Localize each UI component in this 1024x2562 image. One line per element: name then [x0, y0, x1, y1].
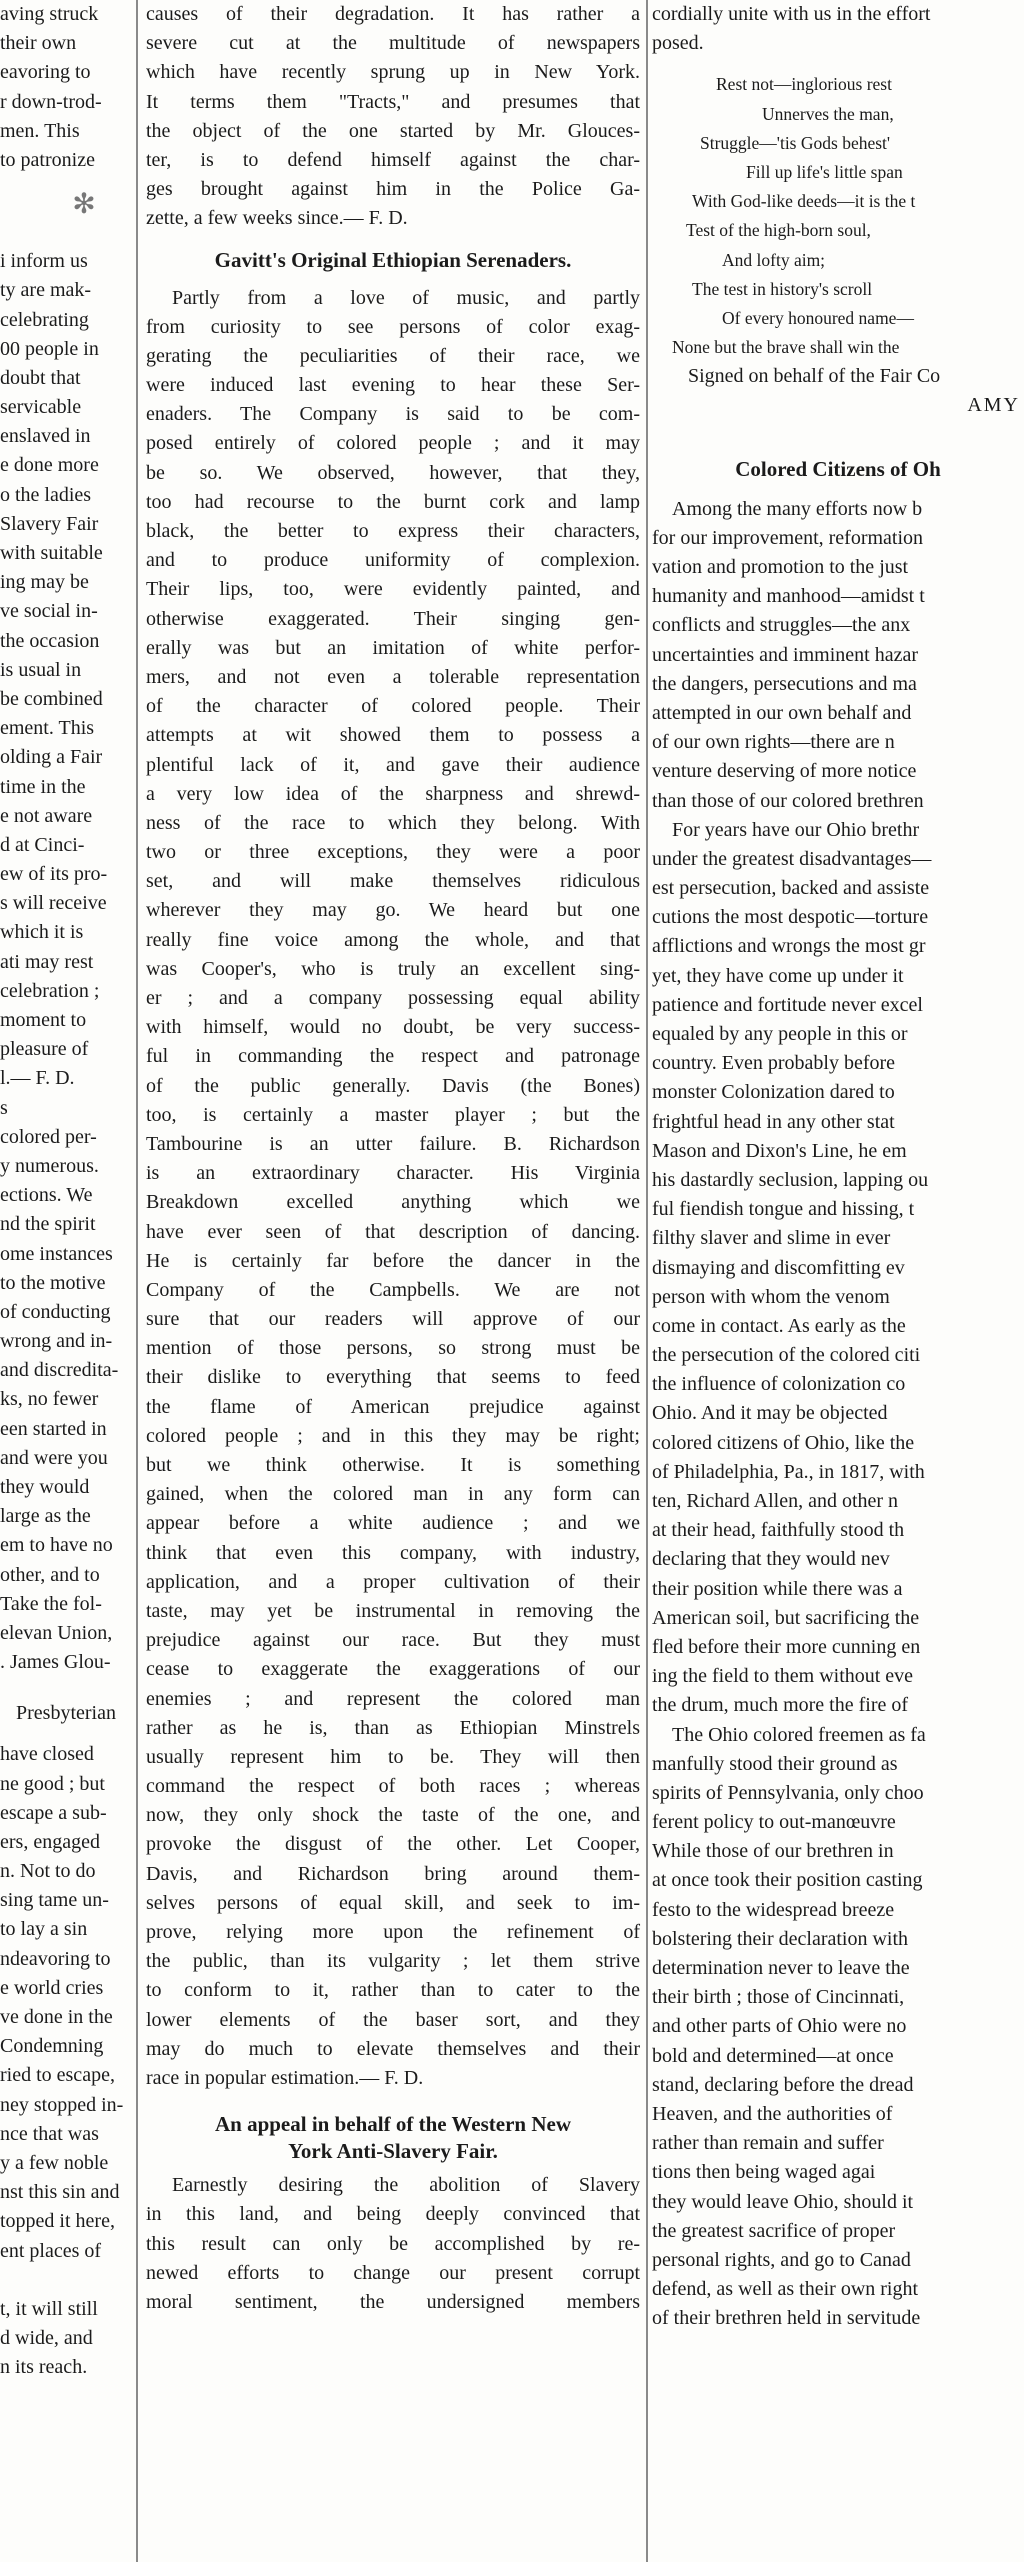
left-text-line: to the motive	[0, 1271, 106, 1294]
article-line: and other parts of Ohio were no	[652, 2015, 907, 2038]
article-line: the persecution of the colored citi	[652, 1344, 921, 1367]
article-line: Ohio. And it may be objected	[652, 1402, 888, 1425]
left-text-line: ement. This	[0, 717, 95, 740]
article-line: wherever they may go. We heard but one	[146, 899, 640, 922]
left-text-line: r down-trod-	[0, 90, 102, 113]
article-line: Davis, and Richardson bring around them-	[146, 1862, 640, 1885]
article-line: they would leave Ohio, should it	[652, 2190, 914, 2213]
article-line: The Ohio colored freemen as fa	[672, 1723, 926, 1746]
article-line: It terms them "Tracts," and presumes that	[146, 90, 640, 113]
colored-citizens-heading: Colored Citizens of Oh	[735, 456, 941, 481]
left-column-fair-notice	[0, 247, 128, 1093]
article-line: sure that our readers will approve of our	[146, 1308, 640, 1331]
left-text-line: ve social in-	[0, 600, 98, 623]
article-line: from curiosity to see persons of color exag-	[146, 315, 640, 338]
left-text-line: servicable	[0, 396, 82, 419]
article-line: attempts at wit showed them to possess a	[146, 724, 640, 747]
article-line: which have recently sprung up in New York.	[146, 61, 640, 84]
article-line: posed entirely of colored people ; and it may	[146, 432, 640, 455]
article-line: this result can only be accomplished by re-	[146, 2232, 640, 2255]
left-text-line: doubt that	[0, 366, 81, 389]
left-text-line: nd the spirit	[0, 1213, 96, 1236]
left-text-line: of conducting	[0, 1300, 111, 1323]
article-line: equaled by any people in this or	[652, 1023, 908, 1045]
left-text-line: other, and to	[0, 1563, 100, 1586]
article-line: gained, when the colored man in any form can	[146, 1483, 640, 1506]
article-line: humanity and manhood—amidst t	[652, 585, 925, 608]
western-ny-appeal-article	[144, 2171, 642, 2317]
article-line: ing the field to them without eve	[652, 1665, 914, 1688]
article-line: come in contact. As early as the	[652, 1314, 906, 1337]
left-text-line: d wide, and	[0, 2327, 93, 2350]
left-text-line: escape a sub-	[0, 1801, 107, 1824]
article-line: with himself, would no doubt, be very success-	[146, 1016, 640, 1039]
article-line: lower elements of the baser sort, and they	[146, 2008, 640, 2031]
article-line: was Cooper's, who is truly an excellent sing-	[146, 957, 640, 980]
article-line: at once took their position casting	[652, 1869, 923, 1892]
article-line: cutions the most despotic—torture	[652, 906, 929, 929]
left-text-line: i inform us	[0, 250, 88, 273]
article-line: posed.	[652, 32, 704, 55]
western-ny-appeal-heading	[144, 2111, 642, 2165]
article-line: now, they only shock the taste of the one, and	[146, 1804, 640, 1827]
article-line: American soil, but sacrificing the	[652, 1606, 920, 1629]
poem-line: With God-like deeds—it is the t	[692, 191, 916, 212]
left-text-line: enslaved in	[0, 425, 91, 448]
article-line: too had recourse to the burnt cork and lamp	[146, 490, 640, 513]
article-line: Company of the Campbells. We are not	[146, 1278, 640, 1301]
left-text-line: ew of its pro-	[0, 863, 108, 886]
left-column-top-block	[0, 0, 128, 175]
left-text-line: ks, no fewer	[0, 1388, 99, 1411]
article-line: have ever seen of that description of dancing.	[146, 1220, 640, 1243]
left-text-line: y a few noble	[0, 2151, 109, 2174]
article-line: erally was but an imitation of white perfor-	[146, 636, 640, 659]
article-line: the dangers, persecutions and ma	[652, 672, 917, 695]
ornament-mark: ✻	[72, 189, 96, 221]
left-text-line: celebration ;	[0, 979, 100, 1002]
left-text-line: the occasion	[0, 629, 100, 652]
article-line: country. Even probably before	[652, 1052, 896, 1075]
article-line: the influence of colonization co	[652, 1373, 906, 1396]
left-text-line: e not aware	[0, 804, 93, 827]
article-line: enaders. The Company is said to be com-	[146, 403, 640, 426]
article-line: filthy slaver and slime in ever	[652, 1227, 891, 1250]
article-line: of Philadelphia, Pa., in 1817, with	[652, 1460, 925, 1483]
article-line: bolstering their declaration with	[652, 1927, 909, 1950]
left-text-line: topped it here,	[0, 2210, 115, 2233]
article-line: er ; and a company possessing equal ability	[146, 987, 640, 1009]
article-line: attempted in our own behalf and	[652, 701, 912, 724]
left-text-line: ney stopped in-	[0, 2093, 124, 2116]
article-line: think that even this company, with industry,	[146, 1541, 640, 1564]
left-text-line: ve done in the	[0, 2006, 113, 2028]
poem-line: Struggle—'tis Gods behest'	[700, 132, 891, 153]
article-line: usually represent him to be. They will then	[146, 1745, 640, 1768]
article-line: Heaven, and the authorities of	[652, 2102, 893, 2125]
article-line: Tambourine is an utter failure. B. Richardson	[146, 1132, 640, 1155]
left-text-line: Slavery Fair	[0, 512, 99, 535]
article-line: under the greatest disadvantages—	[652, 847, 932, 870]
article-line: the greatest sacrifice of proper	[652, 2219, 896, 2242]
article-line: application, and a proper cultivation of their	[146, 1570, 640, 1593]
left-text-line: ers, engaged	[0, 1830, 100, 1853]
article-line: Earnestly desiring the abolition of Slavery	[172, 2174, 640, 2197]
article-line: tions then being waged agai	[652, 2161, 876, 2184]
article-line: newed efforts to change our present corrupt	[146, 2261, 640, 2284]
article-line: provoke the disgust of the other. Let Cooper,	[146, 1833, 640, 1856]
left-text-line: nst this sin and	[0, 2181, 120, 2204]
article-line: afflictions and wrongs the most gr	[652, 935, 926, 958]
left-text-line: with suitable	[0, 542, 103, 564]
article-line: the flame of American prejudice against	[146, 1395, 640, 1418]
article-line: set, and will make themselves ridiculous	[146, 870, 640, 893]
colored-citizens-article	[652, 495, 1024, 2334]
left-text-line: ections. We	[0, 1184, 93, 1207]
left-text-line: Take the fol-	[0, 1592, 102, 1615]
article-line: the object of the one started by Mr. Glouces-	[146, 119, 640, 142]
article-line: monster Colonization dared to	[652, 1081, 895, 1104]
article-line: rather than remain and suffer	[652, 2132, 884, 2155]
article-line: colored citizens of Ohio, like the	[652, 1431, 915, 1454]
poem-line: And lofty aim;	[722, 249, 826, 270]
left-text-line: eavoring to	[0, 61, 91, 84]
article-line: rather as he is, than as Ethiopian Minstrels	[146, 1716, 640, 1739]
signature-line: Signed on behalf of the Fair Co	[688, 365, 941, 388]
article-line: of our own rights—there are n	[652, 731, 895, 754]
left-text-line: een started in	[0, 1417, 107, 1440]
article-line: patience and fortitude never excel	[652, 993, 923, 1016]
article-line: race in popular estimation.— F. D.	[146, 2066, 424, 2089]
left-text-line: d at Cinci-	[0, 833, 85, 856]
article-line: vation and promotion to the just	[652, 556, 909, 578]
article-line: ges brought against him in the Police Ga-	[146, 178, 640, 201]
poem-line: None but the brave shall win the	[672, 337, 900, 358]
article-line: For years have our Ohio brethr	[672, 818, 920, 841]
left-text-line: aving struck	[0, 3, 99, 25]
article-line: est persecution, backed and assiste	[652, 877, 930, 900]
article-line: two or three exceptions, they were a poor	[146, 841, 640, 864]
article-line: Partly from a love of music, and partly	[172, 286, 640, 309]
poem-block	[652, 70, 1024, 362]
left-text-line: ne good ; but	[0, 1772, 105, 1795]
article-line: ful in commanding the respect and patronage	[146, 1045, 640, 1068]
left-text-line: moment to	[0, 1009, 87, 1031]
article-line: stand, declaring before the dread	[652, 2073, 914, 2096]
article-line: Their lips, too, were evidently painted, and	[146, 578, 640, 601]
article-line: ful fiendish tongue and hissing, t	[652, 1198, 915, 1221]
article-line: yet, they have come up under it	[652, 964, 904, 987]
left-text-line: o the ladies	[0, 483, 92, 506]
left-text-line: large as the	[0, 1505, 91, 1528]
article-line: enemies ; and represent the colored man	[146, 1687, 640, 1710]
appeal-heading-line-2: York Anti-Slavery Fair.	[288, 2139, 498, 2164]
appeal-heading-line-1: An appeal in behalf of the Western New	[214, 2112, 572, 2137]
left-text-line: to lay a sin	[0, 1918, 88, 1941]
article-line: for our improvement, reformation	[652, 526, 924, 549]
left-text-line: . James Glou-	[0, 1651, 111, 1674]
article-line: command the respect of both races ; whereas	[146, 1775, 640, 1798]
left-text-line: elevan Union,	[0, 1621, 113, 1644]
left-text-line: n. Not to do	[0, 1860, 96, 1883]
left-text-line: their own	[0, 32, 77, 55]
left-text-line: have closed	[0, 1743, 94, 1766]
article-line: a very low idea of the sharpness and shrewd-	[146, 782, 640, 805]
left-text-line: pleasure of	[0, 1038, 89, 1061]
article-line: Breakdown excelled anything which we	[146, 1191, 640, 1214]
article-line: of the public generally. Davis (the Bones)	[146, 1074, 640, 1097]
article-line: to conform to it, rather than to cater to the	[146, 1979, 640, 2002]
left-text-line: is usual in	[0, 658, 82, 681]
left-text-line: ndeavoring to	[0, 1947, 111, 1970]
left-text-line: be combined	[0, 687, 103, 710]
article-line: causes of their degradation. It has rather a	[146, 3, 640, 25]
left-text-line: nce that was	[0, 2122, 99, 2145]
article-line: is an extraordinary character. His Virginia	[146, 1162, 640, 1185]
left-text-line: they would	[0, 1476, 90, 1498]
article-line: dismaying and discomfitting ev	[652, 1256, 905, 1279]
article-line: gerating the peculiarities of their race, we	[146, 344, 640, 367]
left-text-line: ati may rest	[0, 950, 94, 973]
article-line: black, the better to express their characters,	[146, 520, 640, 542]
left-text-line: l.— F. D.	[0, 1067, 75, 1090]
signature-name: AMY	[967, 394, 1020, 417]
left-text-line	[0, 2266, 128, 2295]
left-column-presbyterian-label: Presbyterian	[16, 1702, 116, 1725]
right-column	[652, 0, 1024, 2562]
article-line: of their brethren held in servitude	[652, 2307, 921, 2330]
left-text-line: to patronize	[0, 148, 95, 171]
article-line: their dislike to everything that seems to feed	[146, 1366, 640, 1389]
article-line: prejudice against our race. But they must	[146, 1629, 640, 1652]
left-text-line: ty are mak-	[0, 279, 92, 302]
middle-column	[144, 0, 642, 2562]
article-line: be so. We observed, however, that they,	[146, 461, 640, 484]
poem-line: Of every honoured name—	[722, 307, 914, 328]
article-line: fled before their more cunning en	[652, 1635, 921, 1658]
article-line: defend, as well as their own right	[652, 2278, 919, 2301]
left-text-line: celebrating	[0, 308, 89, 331]
left-text-line: e done more	[0, 454, 99, 477]
article-line: in this land, and being deeply convinced that	[146, 2203, 640, 2226]
article-line: colored people ; and in this they may be right;	[146, 1424, 640, 1447]
poem-line: Rest not—inglorious rest	[716, 74, 892, 95]
article-line: venture deserving of more notice	[652, 760, 917, 783]
article-line: cordially unite with us in the effort	[652, 3, 931, 25]
article-line: festo to the widespread breeze	[652, 1898, 895, 1921]
left-text-line: which it is	[0, 921, 84, 944]
article-line: Among the many efforts now b	[672, 497, 923, 520]
article-line: and to produce uniformity of complexion.	[146, 549, 640, 572]
article-line: bold and determined—at once	[652, 2044, 894, 2067]
middle-column-intro-paragraph	[144, 0, 642, 234]
column-rule-right	[646, 0, 648, 2562]
serenaders-article	[144, 284, 642, 2094]
left-column	[0, 0, 128, 2562]
poem-line: Unnerves the man,	[762, 103, 894, 124]
left-text-line: t, it will still	[0, 2297, 98, 2320]
article-line: their birth ; those of Cincinnati,	[652, 1986, 905, 2009]
article-line: taste, may yet be instrumental in removing the	[146, 1599, 640, 1622]
article-line: ferent policy to out-manœuvre	[652, 1811, 896, 1834]
right-column-intro	[652, 0, 1024, 58]
article-line: ten, Richard Allen, and other n	[652, 1490, 899, 1512]
article-line: otherwise exaggerated. Their singing gen-	[146, 607, 640, 630]
left-text-line: n its reach.	[0, 2356, 88, 2379]
article-line: the drum, much more the fire of	[652, 1694, 909, 1717]
article-line: personal rights, and go to Canad	[652, 2248, 911, 2271]
article-line: but we think otherwise. It is something	[146, 1454, 640, 1476]
left-text-line: ried to escape,	[0, 2064, 115, 2087]
article-line: spirits of Pennsylvania, only choo	[652, 1781, 924, 1804]
left-text-line: e world cries	[0, 1976, 104, 1999]
article-line: uncertainties and imminent hazar	[652, 643, 919, 666]
article-line: selves persons of equal skill, and seek to im-	[146, 1891, 640, 1914]
left-text-line: Condemning	[0, 2035, 104, 2058]
article-line: He is certainly far before the dancer in the	[146, 1249, 640, 1272]
article-line: ness of the race to which they belong. With	[146, 811, 640, 834]
left-text-line: colored per-	[0, 1125, 97, 1148]
article-line: manfully stood their ground as	[652, 1752, 898, 1775]
article-line: frightful head in any other stat	[652, 1110, 895, 1133]
left-column-subheading: s	[0, 1096, 8, 1119]
article-line: Mason and Dixon's Line, he em	[652, 1139, 907, 1162]
left-text-line: ome instances	[0, 1242, 113, 1265]
article-line: cease to exaggerate the exaggerations of our	[146, 1658, 640, 1681]
article-line: were induced last evening to hear these Ser-	[146, 374, 640, 397]
article-line: prove, relying more upon the refinement of	[146, 1921, 640, 1943]
article-line: plentiful lack of it, and gave their audience	[146, 753, 640, 776]
article-line: zette, a few weeks since.— F. D.	[146, 207, 408, 230]
article-line: person with whom the venom	[652, 1285, 890, 1308]
left-text-line: ent places of	[0, 2239, 102, 2262]
poem-line: The test in history's scroll	[692, 278, 873, 299]
left-text-line: em to have no	[0, 1534, 113, 1557]
serenaders-heading: Gavitt's Original Ethiopian Serenaders.	[214, 247, 572, 272]
left-text-line: sing tame un-	[0, 1889, 109, 1912]
article-line: than those of our colored brethren	[652, 789, 924, 812]
article-line: really fine voice among the whole, and that	[146, 928, 640, 951]
left-column-colored-persons-block	[0, 1123, 128, 1678]
left-column-bottom-block	[0, 1740, 128, 2382]
article-line: at their head, faithfully stood th	[652, 1519, 905, 1542]
left-text-line: time in the	[0, 775, 86, 798]
article-line: conflicts and struggles—the anx	[652, 614, 911, 637]
article-line: moral sentiment, the undersigned members	[146, 2290, 640, 2313]
article-line: While those of our brethren in	[652, 1840, 894, 1863]
article-line: appear before a white audience ; and we	[146, 1512, 640, 1535]
article-line: determination never to leave the	[652, 1957, 910, 1979]
left-text-line: men. This	[0, 119, 80, 142]
poem-line: Test of the high-born soul,	[686, 220, 871, 241]
article-line: his dastardly seclusion, lapping ou	[652, 1168, 929, 1191]
left-text-line: and discredita-	[0, 1359, 119, 1382]
article-line: of the character of colored people. Their	[146, 695, 640, 718]
left-text-line: wrong and in-	[0, 1330, 113, 1353]
article-line: may do much to elevate themselves and their	[146, 2037, 640, 2060]
article-line: ter, is to defend himself against the char-	[146, 148, 640, 171]
article-line: the public, than its vulgarity ; let them strive	[146, 1950, 640, 1973]
article-line: mers, and not even a tolerable representation	[146, 665, 640, 688]
left-text-line: s will receive	[0, 892, 107, 915]
column-rule-left	[136, 0, 138, 2562]
article-line: their position while there was a	[652, 1577, 903, 1600]
left-text-line: olding a Fair	[0, 746, 103, 769]
article-line: severe cut at the multitude of newspapers	[146, 32, 640, 55]
article-line: too, is certainly a master player ; but the	[146, 1103, 640, 1126]
poem-line: Fill up life's little span	[746, 161, 903, 182]
left-text-line: ing may be	[0, 571, 89, 594]
article-line: declaring that they would nev	[652, 1548, 890, 1571]
article-line: mention of those persons, so strong must be	[146, 1337, 640, 1360]
left-text-line: and were you	[0, 1446, 108, 1469]
left-text-line: 00 people in	[0, 337, 99, 360]
left-text-line: y numerous.	[0, 1154, 99, 1177]
